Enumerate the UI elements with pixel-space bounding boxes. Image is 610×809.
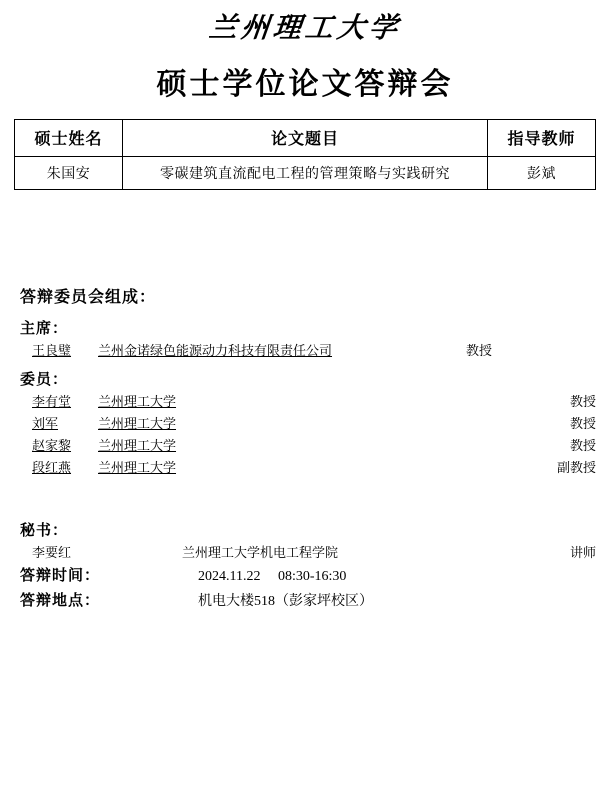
defense-place-value: 机电大楼518（彭家坪校区） bbox=[198, 593, 373, 609]
defense-info-section bbox=[14, 564, 596, 614]
member-organization: 兰州理工大学 bbox=[98, 437, 177, 453]
chair-organization: 兰州金诺绿色能源动力科技有限责任公司 bbox=[98, 342, 333, 358]
document-page bbox=[0, 14, 610, 809]
defense-place-label: 答辩地点： bbox=[20, 592, 101, 609]
defense-place-row bbox=[20, 589, 596, 614]
column-header-advisor: 指导教师 bbox=[488, 119, 596, 156]
secretary-title: 讲师 bbox=[569, 544, 596, 560]
member-organization: 兰州理工大学 bbox=[98, 459, 177, 475]
member-name: 刘军 bbox=[32, 415, 59, 431]
chair-label: 主席： bbox=[20, 320, 69, 337]
list-item bbox=[32, 391, 596, 413]
committee-heading: 答辩委员会组成： bbox=[20, 288, 157, 306]
member-title: 副教授 bbox=[556, 459, 596, 475]
table-header-row bbox=[15, 119, 596, 156]
secretary-organization: 兰州理工大学机电工程学院 bbox=[182, 544, 339, 560]
member-organization: 兰州理工大学 bbox=[98, 393, 177, 409]
chair-title: 教授 bbox=[465, 342, 492, 358]
page-title: 硕士学位论文答辩会 bbox=[156, 67, 454, 101]
defense-time-row bbox=[20, 564, 596, 589]
thesis-table bbox=[14, 119, 596, 190]
list-item bbox=[32, 457, 596, 479]
secretary-name: 李要红 bbox=[32, 544, 72, 560]
list-item bbox=[32, 435, 596, 457]
members-label: 委员： bbox=[20, 371, 69, 388]
list-item bbox=[32, 340, 596, 362]
defense-time-value: 2024.11.22 08:30-16:30 bbox=[198, 568, 347, 584]
column-header-name: 硕士姓名 bbox=[15, 119, 123, 156]
member-title: 教授 bbox=[569, 393, 596, 409]
member-name: 赵家黎 bbox=[32, 437, 72, 453]
member-title: 教授 bbox=[569, 437, 596, 453]
cell-student-name: 朱国安 bbox=[15, 156, 123, 189]
secretary-row bbox=[32, 542, 596, 564]
member-organization: 兰州理工大学 bbox=[98, 415, 177, 431]
column-header-thesis: 论文题目 bbox=[123, 119, 488, 156]
secretary-label: 秘书： bbox=[20, 522, 69, 539]
cell-thesis-title: 零碳建筑直流配电工程的管理策略与实践研究 bbox=[123, 156, 488, 189]
list-item bbox=[32, 413, 596, 435]
member-name: 段红燕 bbox=[32, 459, 72, 475]
member-title: 教授 bbox=[569, 415, 596, 431]
committee-section bbox=[14, 284, 596, 479]
table-row bbox=[15, 156, 596, 189]
member-name: 李有堂 bbox=[32, 393, 72, 409]
secretary-section bbox=[14, 519, 596, 564]
defense-time-label: 答辩时间： bbox=[20, 567, 101, 584]
chair-name: 王良璧 bbox=[32, 342, 72, 358]
university-name: 兰州理工大学 bbox=[207, 13, 403, 44]
cell-advisor: 彭斌 bbox=[488, 156, 596, 189]
